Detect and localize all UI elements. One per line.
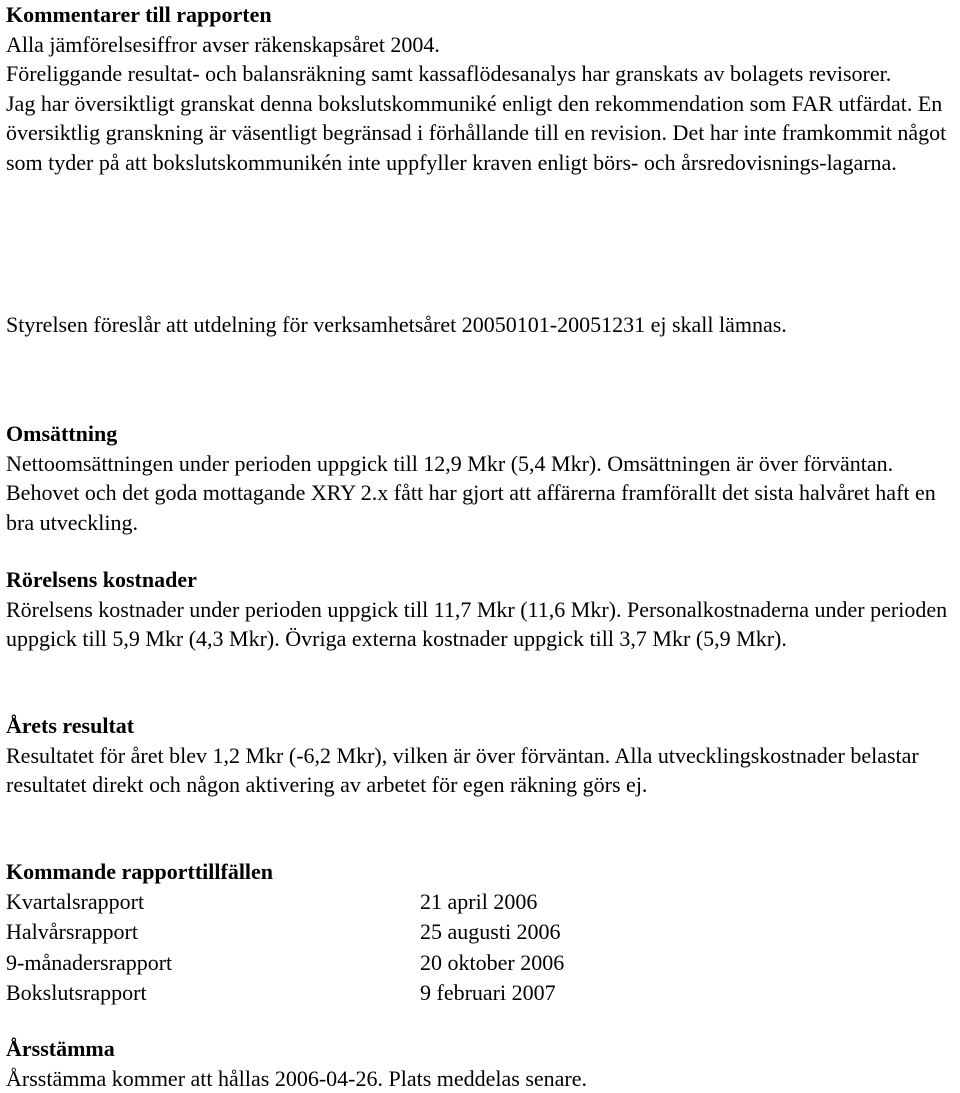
costs-section xyxy=(6,565,954,654)
costs-text: Rörelsens kostnader under perioden uppgick till 11,7 Mkr (11,6 Mkr). Personalkostnaderna under perioden uppgick till 5,9 Mkr (4,3 Mkr). Övriga externa kostnader uppgick till 3,7 Mkr (5,9 Mkr). xyxy=(6,595,954,654)
result-text: Resultatet för året blev 1,2 Mkr (-6,2 Mkr), vilken är över förväntan. Alla utvecklingskostnader belastar resultatet direkt och någon aktivering av arbetet för egen räkning görs ej. xyxy=(6,741,954,800)
schedule-row xyxy=(6,978,954,1009)
report-schedule-table xyxy=(6,887,954,1009)
agm-text: Årsstämma kommer att hållas 2006-04-26. Plats meddelas senare. xyxy=(6,1064,954,1093)
dividend-section xyxy=(6,310,954,340)
dividend-text: Styrelsen föreslår att utdelning för verksamhetsåret 20050101-20051231 ej skall lämnas. xyxy=(6,310,954,340)
report-date: 21 april 2006 xyxy=(420,887,537,918)
revenue-section xyxy=(6,419,954,537)
revenue-text: Nettoomsättningen under perioden uppgick till 12,9 Mkr (5,4 Mkr). Omsättningen är över förväntan. Behovet och det goda mottagande XRY 2.x fått har gjort att affärerna framförallt det sista halvåret haft en bra utveckling. xyxy=(6,449,954,538)
review-statement: Jag har översiktligt granskat denna bokslutskommuniké enligt den rekommendation som FAR utfärdat. En översiktlig granskning är väsentligt begränsad i förhållande till en revision. Det har inte framkommit något som tyder på att bokslutskommunikén inte uppfyller kraven enligt börs- och årsredovisnings-lagarna. xyxy=(6,89,954,178)
report-date: 25 augusti 2006 xyxy=(420,917,561,948)
report-date: 9 februari 2007 xyxy=(420,978,556,1009)
revenue-heading: Omsättning xyxy=(6,419,954,449)
schedule-row xyxy=(6,887,954,918)
result-heading: Årets resultat xyxy=(6,711,954,741)
agm-section xyxy=(6,1034,954,1093)
upcoming-reports-section xyxy=(6,857,954,1009)
comments-heading: Kommentarer till rapporten xyxy=(6,0,954,30)
comments-section xyxy=(6,0,954,177)
costs-heading: Rörelsens kostnader xyxy=(6,565,954,595)
audit-note: Föreliggande resultat- och balansräkning samt kassaflödesanalys har granskats av bolagets revisorer. xyxy=(6,59,954,89)
report-date: 20 oktober 2006 xyxy=(420,948,564,979)
comparison-note: Alla jämförelsesiffror avser räkenskapsåret 2004. xyxy=(6,30,954,60)
agm-heading: Årsstämma xyxy=(6,1034,954,1064)
report-name: Bokslutsrapport xyxy=(6,978,420,1009)
schedule-row xyxy=(6,948,954,979)
report-name: Kvartalsrapport xyxy=(6,887,420,918)
report-name: Halvårsrapport xyxy=(6,917,420,948)
report-name: 9-månadersrapport xyxy=(6,948,420,979)
schedule-row xyxy=(6,917,954,948)
result-section xyxy=(6,711,954,800)
upcoming-reports-heading: Kommande rapporttillfällen xyxy=(6,857,954,887)
